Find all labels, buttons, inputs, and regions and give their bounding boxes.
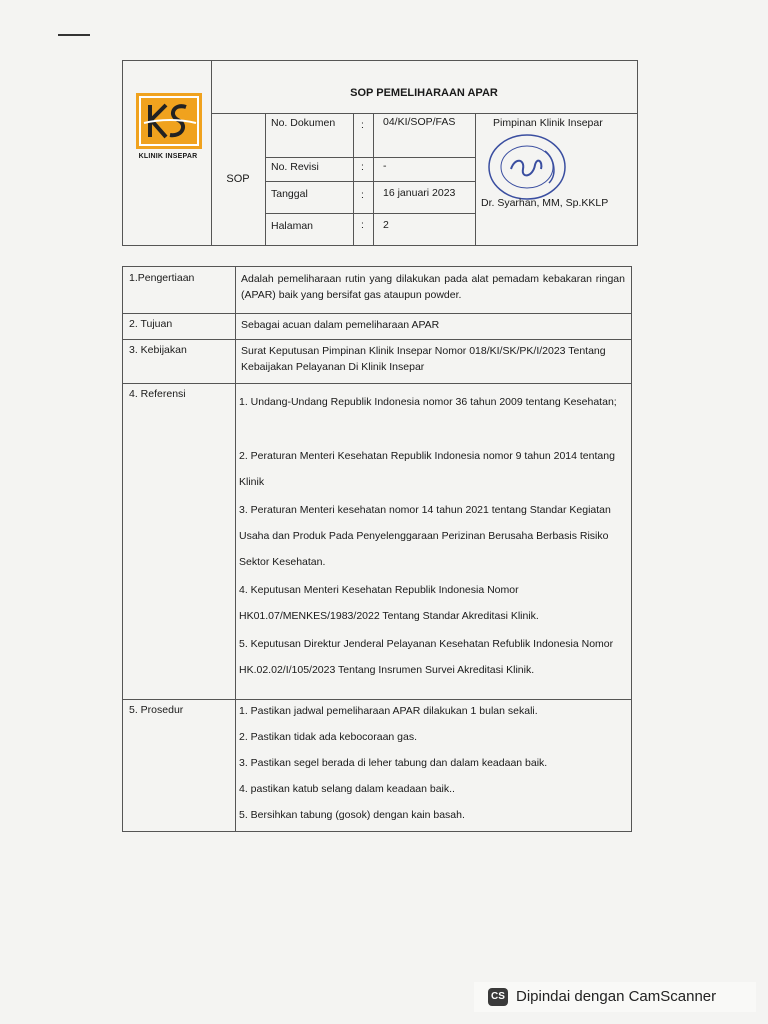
divider bbox=[235, 267, 236, 313]
field-value: 16 januari 2023 bbox=[383, 187, 456, 199]
signature-title: Pimpinan Klinik Insepar bbox=[493, 117, 603, 129]
row-pengertian bbox=[123, 267, 631, 314]
row-text: Surat Keputusan Pimpinan Klinik Insepar Nomor 018/KI/SK/PK/I/2023 Tentang Kebaijakan Pelayanan Di Klinik Insepar bbox=[241, 345, 606, 373]
field-value: 2 bbox=[383, 219, 389, 231]
list-item: 3. Pastikan segel berada di leher tabung dan dalam keadaan baik. bbox=[239, 757, 548, 769]
list-item: 4. pastikan katub selang dalam keadaan baik.. bbox=[239, 783, 455, 795]
colon: : bbox=[361, 161, 364, 173]
row-kebijakan bbox=[123, 339, 631, 384]
logo-cell bbox=[123, 61, 212, 245]
field-no-dokumen bbox=[265, 113, 475, 158]
list-item: 5. Keputusan Direktur Jenderal Pelayanan Kesehatan Refublik Indonesia Nomor HK.02.02/I/105/2023 Tentang Insrumen Survei Akreditasi Klinik. bbox=[239, 638, 614, 676]
title-row bbox=[211, 61, 637, 114]
divider bbox=[475, 113, 476, 245]
colon: : bbox=[361, 189, 364, 201]
divider bbox=[235, 383, 236, 699]
logo-text: KLINIK INSEPAR bbox=[138, 153, 198, 160]
signature-name: Dr. Syarhan, MM, Sp.KKLP bbox=[481, 197, 609, 209]
list-item: 4. Keputusan Menteri Kesehatan Republik Indonesia Nomor HK01.07/MENKES/1983/2022 Tentang Standar Akreditasi Klinik. bbox=[239, 584, 539, 622]
row-label: 3. Kebijakan bbox=[129, 344, 187, 356]
document-title: SOP PEMELIHARAAN APAR bbox=[350, 87, 498, 99]
row-tujuan bbox=[123, 313, 631, 340]
divider bbox=[235, 699, 236, 831]
list-item: 3. Peraturan Menteri kesehatan nomor 14 tahun 2021 tentang Standar Kegiatan Usaha dan Produk Pada Penyelenggaraan Perizinan Berusaha Berbasis Risiko Sektor Kesehatan. bbox=[239, 504, 611, 568]
field-halaman bbox=[265, 213, 475, 245]
list-item: 2. Peraturan Menteri Kesehatan Republik Indonesia nomor 9 tahun 2014 tentang Klinik bbox=[239, 450, 615, 488]
camscanner-watermark bbox=[474, 982, 756, 1012]
list-item: 5. Bersihkan tabung (gosok) dengan kain basah. bbox=[239, 809, 465, 821]
sop-content-table bbox=[122, 266, 632, 832]
sop-label: SOP bbox=[226, 173, 250, 185]
divider bbox=[353, 113, 354, 245]
row-label: 5. Prosedur bbox=[129, 704, 184, 716]
row-label: 2. Tujuan bbox=[129, 318, 173, 330]
row-prosedur bbox=[123, 699, 631, 831]
row-text: Adalah pemeliharaan rutin yang dilakukan pada alat pemadam kebakaran ringan (APAR) baik yang bersifat gas ataupun powder. bbox=[241, 273, 625, 301]
field-no-revisi bbox=[265, 157, 475, 182]
row-label: 1.Pengertiaan bbox=[129, 272, 195, 284]
divider bbox=[235, 313, 236, 339]
row-label: 4. Referensi bbox=[129, 388, 186, 400]
sop-header-table bbox=[122, 60, 638, 246]
divider bbox=[373, 113, 374, 245]
list-item: 2. Pastikan tidak ada kebocoraan gas. bbox=[239, 731, 418, 743]
field-tanggal bbox=[265, 181, 475, 214]
colon: : bbox=[361, 219, 364, 231]
field-name: No. Dokumen bbox=[271, 117, 336, 129]
watermark-text: Dipindai dengan CamScanner bbox=[516, 988, 717, 1005]
field-name: No. Revisi bbox=[271, 161, 319, 173]
camscanner-icon: CS bbox=[488, 988, 508, 1006]
divider bbox=[235, 339, 236, 383]
list-item: 1. Pastikan jadwal pemeliharaan APAR dilakukan 1 bulan sekali. bbox=[239, 705, 538, 717]
row-text: Sebagai acuan dalam pemeliharaan APAR bbox=[241, 319, 440, 331]
scan-mark bbox=[58, 34, 90, 36]
sop-cell bbox=[211, 113, 266, 245]
field-name: Halaman bbox=[271, 220, 314, 232]
clinic-logo bbox=[136, 93, 202, 149]
row-referensi bbox=[123, 383, 631, 700]
field-name: Tanggal bbox=[271, 188, 308, 200]
list-item: 1. Undang-Undang Republik Indonesia nomor 36 tahun 2009 tentang Kesehatan; bbox=[239, 396, 617, 408]
field-value: 04/KI/SOP/FAS bbox=[383, 116, 456, 128]
field-value: - bbox=[383, 160, 387, 172]
colon: : bbox=[361, 119, 364, 131]
